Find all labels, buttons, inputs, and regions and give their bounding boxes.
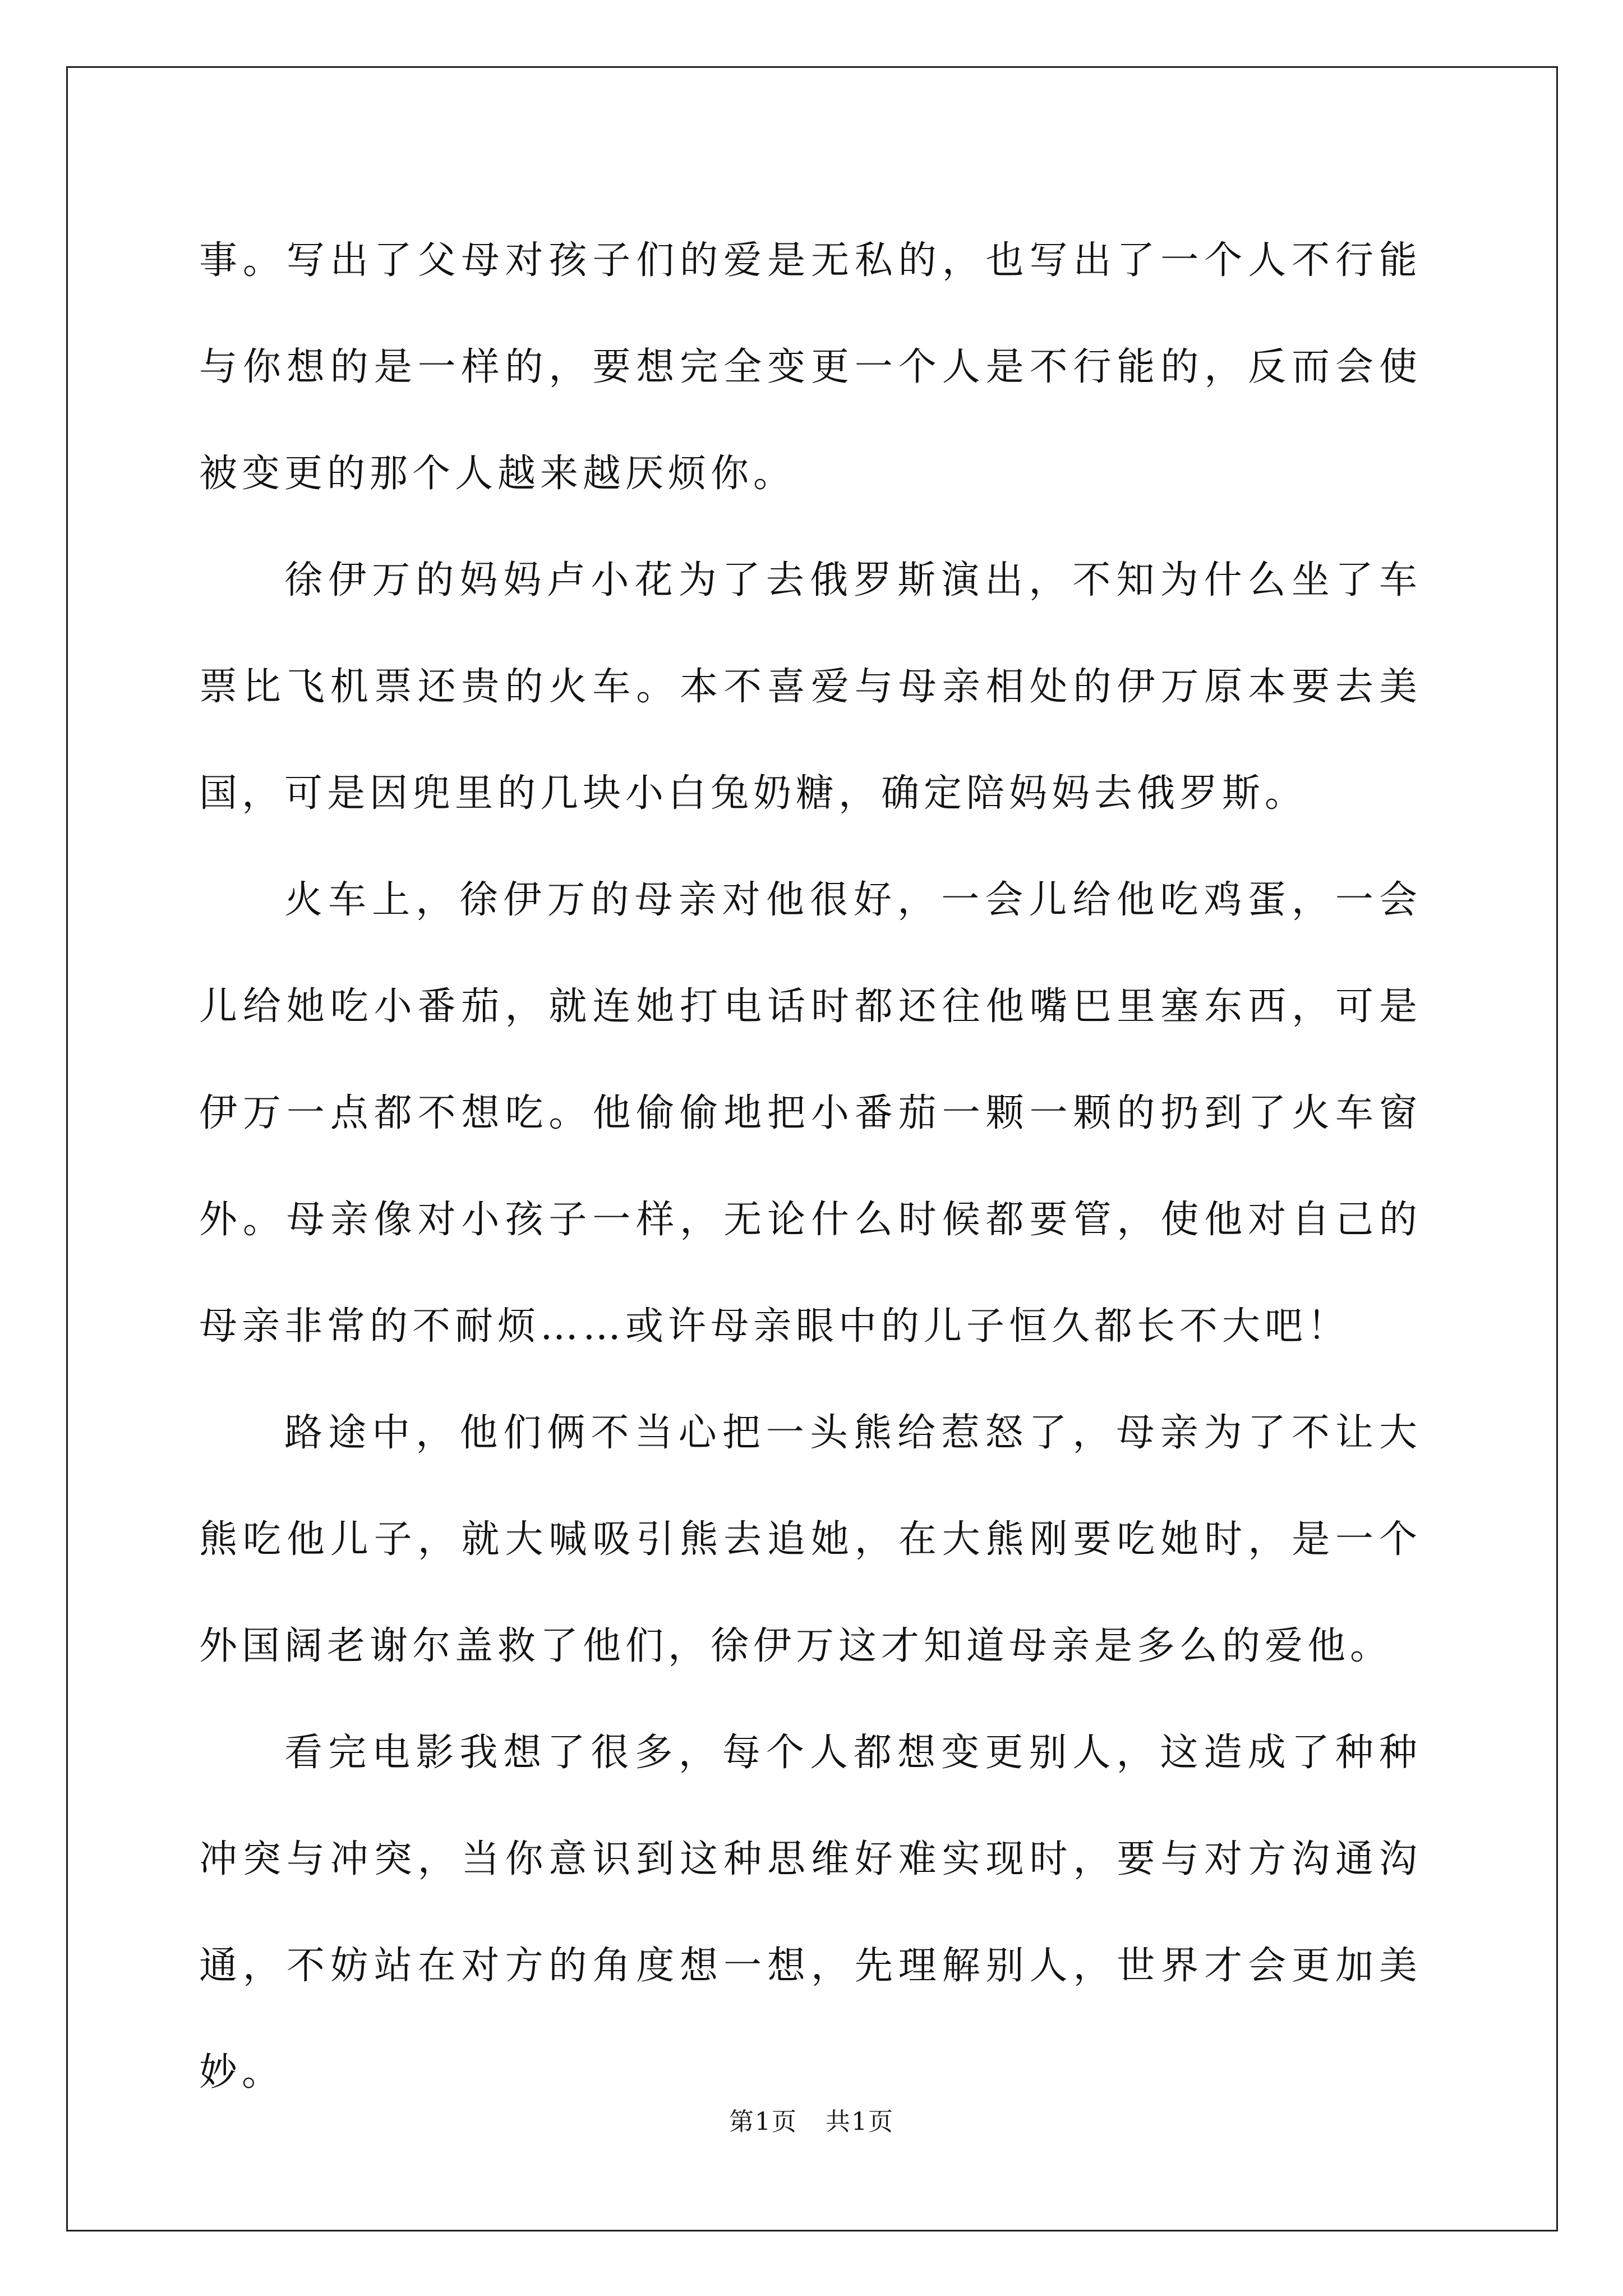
paragraph-2: 徐伊万的妈妈卢小花为了去俄罗斯演出，不知为什么坐了车票比飞机票还贵的火车。本不喜爱与母亲相处的伊万原本要去美国，可是因兜里的几块小白兔奶糖，确定陪妈妈去俄罗斯。 bbox=[199, 558, 1422, 816]
paragraph-5: 看完电影我想了很多，每个人都想变更别人，这造成了种种冲突与冲突，当你意识到这种思维好难实现时，要与对方沟通沟通，不妨站在对方的角度想一想，先理解别人，世界才会更加美妙。 bbox=[199, 1731, 1422, 2095]
page-number-total: 共1页 bbox=[826, 2108, 894, 2136]
paragraph-4: 路途中，他们俩不当心把一头熊给惹怒了，母亲为了不让大熊吃他儿子，就大喊吸引熊去追她，在大熊刚要吃她时，是一个外国阔老谢尔盖救了他们，徐伊万这才知道母亲是多么的爱他。 bbox=[199, 1411, 1422, 1668]
paragraph-1: 事。写出了父母对孩子们的爱是无私的，也写出了一个人不行能与你想的是一样的，要想完全变更一个人是不行能的，反而会使被变更的那个人越来越厌烦你。 bbox=[199, 238, 1422, 496]
page-footer bbox=[0, 2101, 1623, 2137]
document-body bbox=[199, 208, 1422, 2126]
paragraph-3: 火车上，徐伊万的母亲对他很好，一会儿给他吃鸡蛋，一会儿给她吃小番茄，就连她打电话时都还往他嘴巴里塞东西，可是伊万一点都不想吃。他偷偷地把小番茄一颗一颗的扔到了火车窗外。母亲像对小孩子一样，无论什么时候都要管，使他对自己的母亲非常的不耐烦……或许母亲眼中的儿子恒久都长不大吧！ bbox=[199, 878, 1422, 1349]
page-number-current: 第1页 bbox=[729, 2108, 797, 2136]
